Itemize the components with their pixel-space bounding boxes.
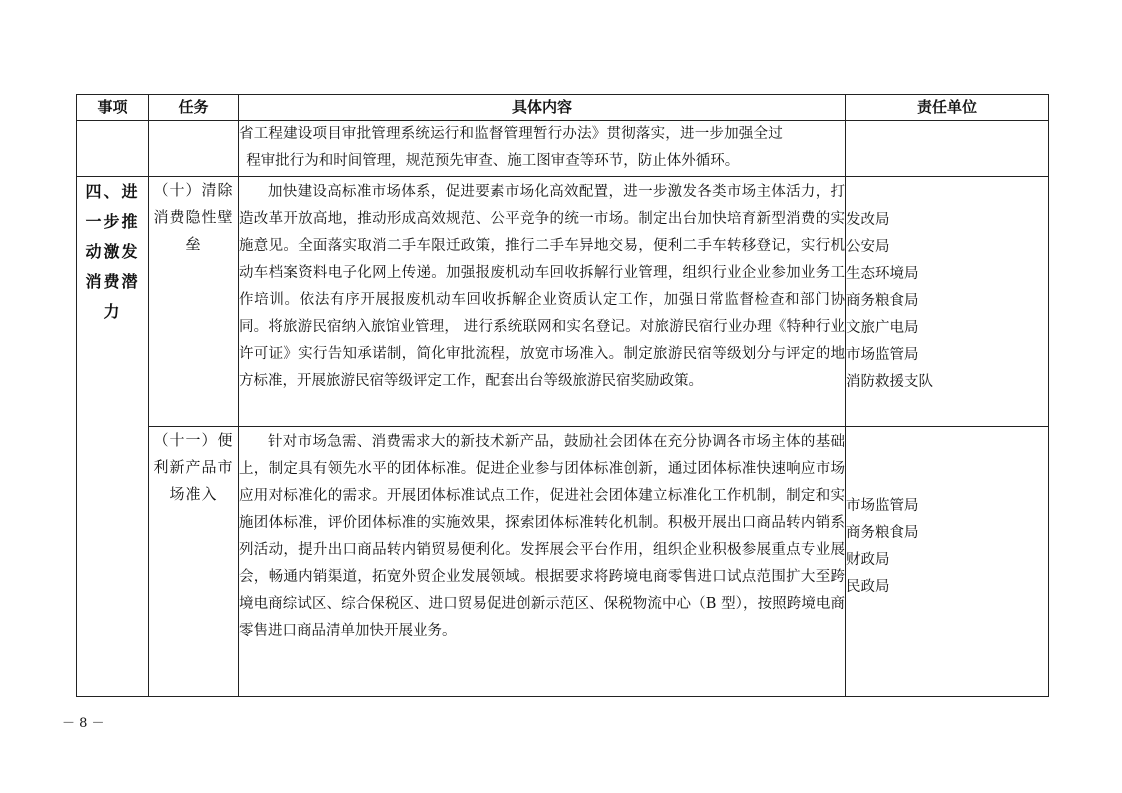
unit-item: 生态环境局 (846, 266, 919, 282)
unit-item: 公安局 (846, 239, 890, 255)
unit-item: 财政局 (846, 551, 890, 568)
header-unit: 责任单位 (846, 95, 1049, 121)
header-item: 事项 (77, 95, 149, 121)
task-11-units-cell (846, 427, 1049, 697)
unit-item: 商务粮食局 (846, 293, 919, 309)
page-number: － 8 － (62, 716, 105, 731)
task-11-label: （十一）便利新产品市场准入 (153, 431, 234, 503)
unit-item: 文旅广电局 (846, 320, 919, 336)
header-content: 具体内容 (239, 95, 846, 121)
table-row (77, 427, 1049, 697)
task-10-content: 加快建设高标准市场体系，促进要素市场化高效配置，进一步激发各类市场主体活力，打造改革开放高地，推动形成高效规范、公平竞争的统一市场。制定出台加快培育新型消费的实施意见。全面落实取消二手车限迁政策，推行二手车异地交易，便利二手车转移登记，实行机动车档案资料电子化网上传递。加强报废机动车回收拆解行业管理，组织行业企业参加业务工作培训。依法有序开展报废机动车回收拆解企业资质认定工作，加强日常监督检查和部门协同。将旅游民宿纳入旅馆业管理， 进行系统联网和实名登记。对旅游民宿行业办理《特种行业许可证》实行告知承诺制，简化审批流程，放宽市场准入。制定旅游民宿等级划分与评定的地方标准，开展旅游民宿等级评定工作，配套出台等级旅游民宿奖励政策。 (239, 184, 845, 389)
table-header-row (77, 95, 1049, 121)
unit-item: 市场监管局 (846, 497, 919, 514)
task-10-label: （十）清除消费隐性壁垒 (153, 181, 234, 253)
task-table (76, 94, 1049, 697)
row0-content-cell (239, 121, 846, 177)
section-item-cell (77, 177, 149, 697)
header-task: 任务 (149, 95, 239, 121)
task-11-content: 针对市场急需、消费需求大的新技术新产品，鼓励社会团体在充分协调各市场主体的基础上，制定具有领先水平的团体标准。促进企业参与团体标准创新，通过团体标准快速响应市场应用对标准化的需求。开展团体标准试点工作，促进社会团体建立标准化工作机制，制定和实施团体标准，评价团体标准的实施效果，探索团体标准转化机制。积极开展出口商品转内销系列活动，提升出口商品转内销贸易便利化。发挥展会平台作用，组织企业积极参展重点专业展会，畅通内销渠道，拓宽外贸企业发展领域。根据要求将跨境电商零售进口试点范围扩大至跨境电商综试区、综合保税区、进口贸易促进创新示范区、保税物流中心（B 型），按照跨境电商零售进口商品清单加快开展业务。 (239, 434, 845, 639)
table-row (77, 177, 1049, 427)
unit-item: 民政局 (846, 578, 890, 595)
unit-item: 市场监管局 (846, 347, 919, 363)
row0-unit-cell (846, 121, 1049, 177)
task-10-cell (149, 177, 239, 427)
unit-item: 发改局 (846, 212, 890, 228)
row0-content-line1: 省工程建设项目审批管理系统运行和监督管理暂行办法》贯彻落实，进一步加强全过 (239, 126, 783, 142)
task-10-units-cell (846, 177, 1049, 427)
unit-item: 商务粮食局 (846, 524, 919, 541)
task-10-content-cell (239, 177, 846, 427)
table-row (77, 121, 1049, 177)
task-11-content-cell (239, 427, 846, 697)
unit-item: 消防救援支队 (846, 374, 933, 390)
section-item-label: 四、进一步推动激发消费潜力 (85, 182, 140, 321)
task-11-cell (149, 427, 239, 697)
row0-task-cell (149, 121, 239, 177)
row0-content-line2: 程审批行为和时间管理，规范预先审查、施工图审查等环节，防止体外循环。 (246, 153, 740, 169)
row0-item-cell (77, 121, 149, 177)
